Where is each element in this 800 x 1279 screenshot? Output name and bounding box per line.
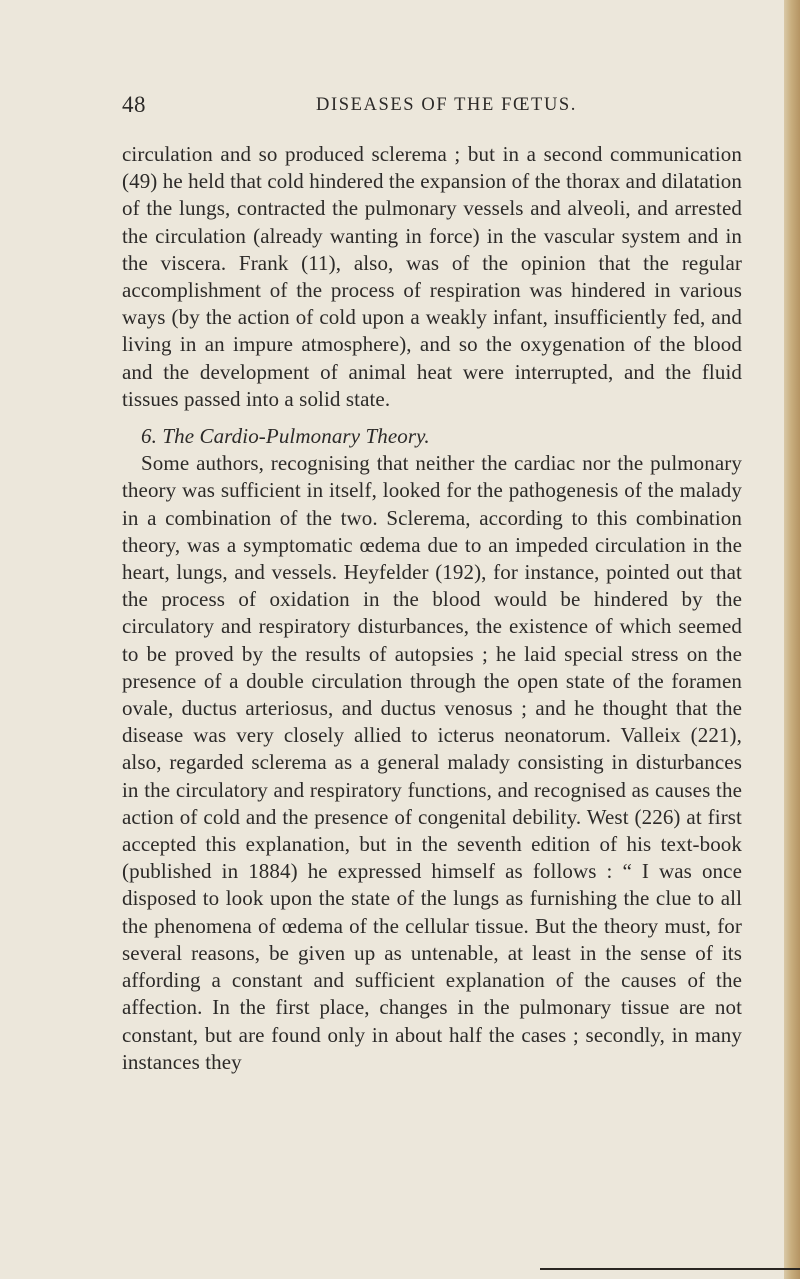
section-title: The Cardio-Pulmonary Theory. <box>162 424 430 449</box>
page-body <box>122 141 742 1076</box>
page-edge <box>784 0 800 1279</box>
page-number: 48 <box>122 92 146 117</box>
section-heading <box>122 423 742 450</box>
paragraph-continuation: circulation and so produced sclerema ; but in a second communication (49) he held that cold hindered the expansion of the thorax and dilatation of the lungs, contracted the pulmonary vessels and alveoli, and arrested the circulation (already wanting in force) in the vascular system and in the viscera. Frank (11), also, was of the opinion that the regular accomplishment of the process of respiration was hindered in various ways (by the action of cold upon a weakly infant, insufficiently fed, and living in an impure atmosphere), and so the oxygenation of the blood and the development of animal heat were interrupted, and the fluid tissues passed into a solid state. <box>122 142 742 411</box>
bottom-rule <box>540 1268 800 1270</box>
running-head: DISEASES OF THE FŒTUS. <box>316 95 578 115</box>
section-number: 6. <box>141 424 157 449</box>
page-header <box>122 92 742 122</box>
paragraph-cardio-pulmonary: Some authors, recognising that neither the cardiac nor the pulmonary theory was sufficient in itself, looked for the pathogenesis of the malady in a combination of the two. Sclerema, according to this combination theory, was a symptomatic œdema due to an impeded circulation in the heart, lungs, and vessels. Heyfelder (192), for instance, pointed out that the process of oxidation in the blood would be hindered by the circulatory and respiratory disturbances, the existence of which seemed to be proved by the results of autopsies ; he laid special stress on the presence of a double circulation through the open state of the foramen ovale, ductus arteriosus, and ductus venosus ; and he thought that the disease was very closely allied to icterus neonatorum. Valleix (221), also, regarded sclerema as a general malady consisting in disturbances in the circulatory and respiratory functions, and recognised as causes the action of cold and the presence of congenital debility. West (226) at first accepted this explanation, but in the seventh edition of his text-book (published in 1884) he expressed himself as follows : “ I was once disposed to look upon the state of the lungs as furnishing the clue to all the phenomena of œdema of the cellular tissue. But the theory must, for several reasons, be given up as untenable, at least in the sense of its affording a constant and sufficient explanation of the causes of the affection. In the first place, changes in the pulmonary tissue are not constant, but are found only in about half the cases ; secondly, in many instances they <box>122 451 742 1074</box>
